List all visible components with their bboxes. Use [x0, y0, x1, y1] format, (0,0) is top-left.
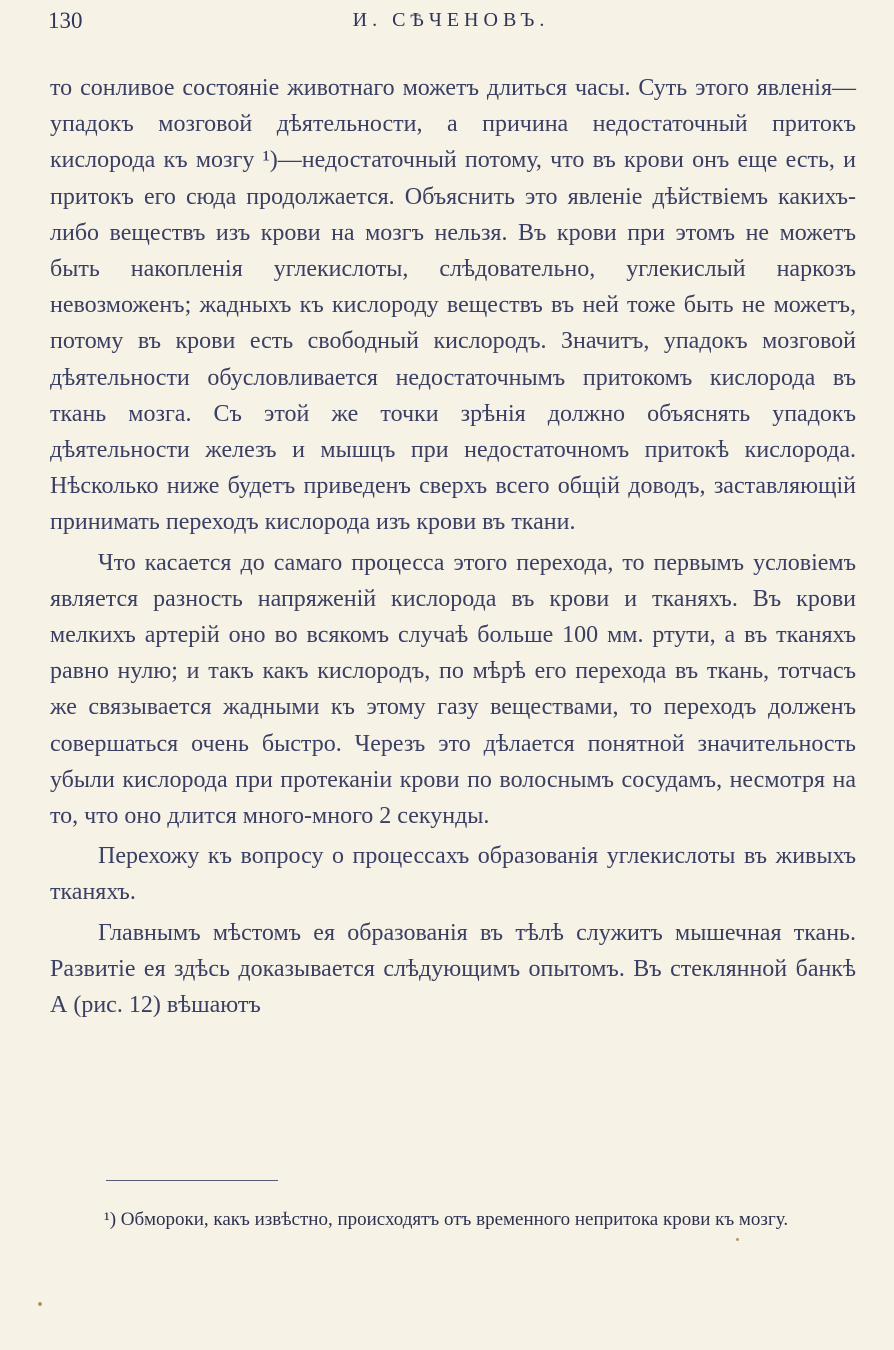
- paper-speck: [736, 1238, 739, 1241]
- paragraph-4: Главнымъ мѣстомъ ея образованія въ тѣлѣ служитъ мышечная ткань. Развитіе ея здѣсь доказывается слѣдующимъ опытомъ. Въ стеклянной банкѣ А (рис. 12) вѣшаютъ: [50, 919, 856, 1019]
- paragraph-2: Что касается до самаго процесса этого перехода, то первымъ условіемъ является разность напряженій кислорода въ крови и тканяхъ. Въ крови мелкихъ артерій оно во всякомъ случаѣ больше 100 мм. ртути, а въ тканяхъ равно нулю; и такъ какъ кислородъ, по мѣрѣ его перехода въ ткань, тотчасъ же связывается жадными къ этому газу веществами, то переходъ долженъ совершаться очень быстро. Черезъ это дѣлается понятной значительность убыли кислорода при протеканіи крови по волоснымъ сосудамъ, несмотря на то, что оно длится много-много 2 секунды.: [50, 549, 856, 830]
- paragraph-1: то сонливое состояніе животнаго можетъ длиться часы. Суть этого явленія—упадокъ мозговой дѣятельности, а причина недостаточный притокъ кислорода къ мозгу ¹)—недостаточный потому, что въ крови онъ еще есть, и притокъ его сюда продолжается. Объяснить это явленіе дѣйствіемъ какихъ-либо веществъ изъ крови на мозгъ нельзя. Въ крови при этомъ не можетъ быть накопленія углекислоты, слѣдовательно, углекислый наркозъ невозможенъ; жадныхъ къ кислороду веществъ въ ней тоже быть не можетъ, потому въ крови есть свободный кислородъ. Значитъ, упадокъ мозговой дѣятельности обусловливается недостаточнымъ притокомъ кислорода въ ткань мозга. Съ этой же точки зрѣнія должно объяснять упадокъ дѣятельности железъ и мышцъ при недостаточномъ притокѣ кислорода. Нѣсколько ниже будетъ приведенъ сверхъ всего общій доводъ, заставляющій принимать переходъ кислорода изъ крови въ ткани.: [50, 75, 856, 536]
- paper-speck: [38, 1302, 42, 1306]
- running-head: И. СѢЧЕНОВЪ.: [352, 9, 550, 31]
- page-number: 130: [48, 8, 83, 33]
- footnote: ¹) Обмороки, какъ извѣстно, происходятъ отъ временного непритока крови къ мозгу.: [104, 1209, 789, 1230]
- body-text: [50, 70, 856, 1027]
- paragraph-3: Перехожу къ вопросу о процессахъ образованія углекислоты въ живыхъ тканяхъ.: [50, 843, 856, 906]
- page-header: [48, 6, 854, 40]
- footnote-rule: [106, 1180, 278, 1181]
